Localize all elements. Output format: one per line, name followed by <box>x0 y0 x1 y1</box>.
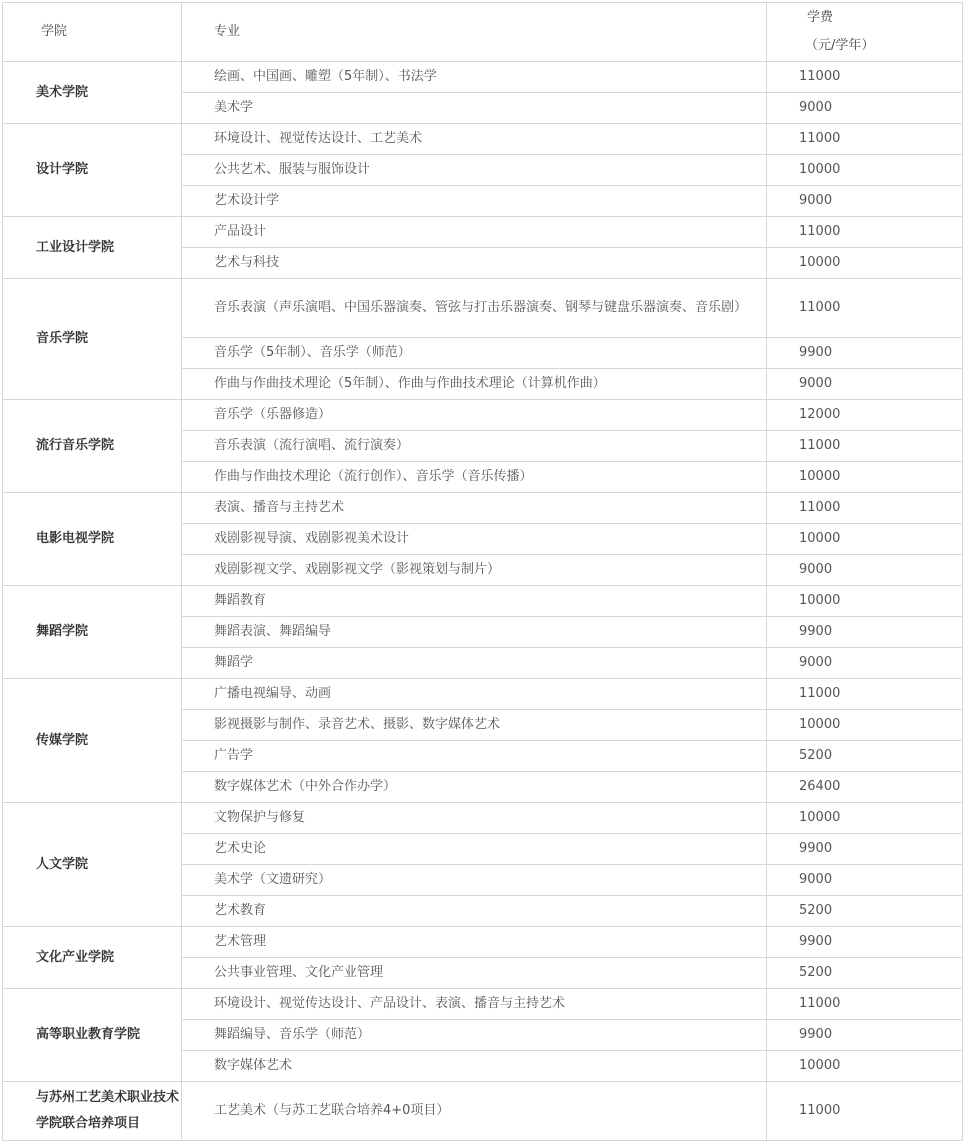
table-row <box>3 400 963 431</box>
major-name: 音乐表演（声乐演唱、中国乐器演奏、管弦与打击乐器演奏、钢琴与键盘乐器演奏、音乐剧） <box>182 279 767 338</box>
major-name: 美术学（文遗研究） <box>182 865 767 896</box>
major-name: 数字媒体艺术（中外合作办学） <box>182 772 767 803</box>
tuition-fee: 11000 <box>767 679 963 710</box>
tuition-fee: 5200 <box>767 958 963 989</box>
major-name: 作曲与作曲技术理论（流行创作）、音乐学（音乐传播） <box>182 462 767 493</box>
major-name: 戏剧影视文学、戏剧影视文学（影视策划与制片） <box>182 555 767 586</box>
major-name: 戏剧影视导演、戏剧影视美术设计 <box>182 524 767 555</box>
tuition-fee: 11000 <box>767 431 963 462</box>
table-row <box>3 279 963 338</box>
major-name: 艺术设计学 <box>182 186 767 217</box>
tuition-fee: 10000 <box>767 462 963 493</box>
table-row <box>3 927 963 958</box>
school-name: 音乐学院 <box>3 279 182 400</box>
header-fee-line2: （元/学年） <box>805 38 875 53</box>
tuition-fee: 12000 <box>767 400 963 431</box>
school-name: 美术学院 <box>3 62 182 124</box>
tuition-fee: 10000 <box>767 1051 963 1082</box>
school-name: 设计学院 <box>3 124 182 217</box>
major-name: 音乐学（5年制）、音乐学（师范） <box>182 338 767 369</box>
tuition-fee: 5200 <box>767 896 963 927</box>
major-name: 工艺美术（与苏工艺联合培养4+0项目） <box>182 1082 767 1141</box>
major-name: 表演、播音与主持艺术 <box>182 493 767 524</box>
major-name: 美术学 <box>182 93 767 124</box>
major-name: 环境设计、视觉传达设计、产品设计、表演、播音与主持艺术 <box>182 989 767 1020</box>
tuition-fee: 10000 <box>767 248 963 279</box>
school-name: 与苏州工艺美术职业技术学院联合培养项目 <box>3 1082 182 1141</box>
tuition-fee: 5200 <box>767 741 963 772</box>
tuition-fee: 10000 <box>767 710 963 741</box>
table-row <box>3 124 963 155</box>
table-row <box>3 803 963 834</box>
table-row <box>3 586 963 617</box>
tuition-fee: 9000 <box>767 93 963 124</box>
major-name: 音乐学（乐器修造） <box>182 400 767 431</box>
school-name: 流行音乐学院 <box>3 400 182 493</box>
major-name: 艺术与科技 <box>182 248 767 279</box>
header-major: 专业 <box>182 3 767 62</box>
table-row <box>3 217 963 248</box>
header-school: 学院 <box>3 3 182 62</box>
table-body <box>3 62 963 1141</box>
major-name: 舞蹈编导、音乐学（师范） <box>182 1020 767 1051</box>
major-name: 舞蹈表演、舞蹈编导 <box>182 617 767 648</box>
major-name: 艺术管理 <box>182 927 767 958</box>
tuition-fee: 11000 <box>767 124 963 155</box>
school-name: 电影电视学院 <box>3 493 182 586</box>
major-name: 广播电视编导、动画 <box>182 679 767 710</box>
major-name: 影视摄影与制作、录音艺术、摄影、数字媒体艺术 <box>182 710 767 741</box>
tuition-fee: 9900 <box>767 834 963 865</box>
tuition-fee: 11000 <box>767 62 963 93</box>
major-name: 数字媒体艺术 <box>182 1051 767 1082</box>
tuition-fee: 9900 <box>767 1020 963 1051</box>
table-row <box>3 989 963 1020</box>
tuition-fee: 9000 <box>767 648 963 679</box>
table-row <box>3 493 963 524</box>
header-fee <box>767 3 963 62</box>
tuition-fee: 11000 <box>767 1082 963 1141</box>
tuition-fee: 11000 <box>767 279 963 338</box>
tuition-fee: 11000 <box>767 989 963 1020</box>
school-name: 工业设计学院 <box>3 217 182 279</box>
table-row <box>3 679 963 710</box>
school-name: 传媒学院 <box>3 679 182 803</box>
tuition-fee: 9000 <box>767 369 963 400</box>
school-name: 文化产业学院 <box>3 927 182 989</box>
tuition-fee: 10000 <box>767 155 963 186</box>
major-name: 舞蹈教育 <box>182 586 767 617</box>
major-name: 公共事业管理、文化产业管理 <box>182 958 767 989</box>
tuition-fee: 26400 <box>767 772 963 803</box>
header-fee-line1: 学费 <box>807 10 834 25</box>
school-name: 舞蹈学院 <box>3 586 182 679</box>
school-name: 人文学院 <box>3 803 182 927</box>
major-name: 广告学 <box>182 741 767 772</box>
tuition-fee: 11000 <box>767 493 963 524</box>
tuition-fee: 11000 <box>767 217 963 248</box>
major-name: 音乐表演（流行演唱、流行演奏） <box>182 431 767 462</box>
major-name: 舞蹈学 <box>182 648 767 679</box>
tuition-fee: 9900 <box>767 338 963 369</box>
tuition-fee: 9900 <box>767 927 963 958</box>
tuition-fee: 9000 <box>767 555 963 586</box>
tuition-table <box>2 2 963 1141</box>
table-row <box>3 62 963 93</box>
tuition-fee: 9000 <box>767 186 963 217</box>
tuition-fee: 10000 <box>767 586 963 617</box>
major-name: 环境设计、视觉传达设计、工艺美术 <box>182 124 767 155</box>
major-name: 绘画、中国画、雕塑（5年制）、书法学 <box>182 62 767 93</box>
tuition-fee: 10000 <box>767 803 963 834</box>
major-name: 作曲与作曲技术理论（5年制）、作曲与作曲技术理论（计算机作曲） <box>182 369 767 400</box>
tuition-fee: 9900 <box>767 617 963 648</box>
header-row <box>3 3 963 62</box>
table-row <box>3 1082 963 1141</box>
major-name: 艺术教育 <box>182 896 767 927</box>
major-name: 产品设计 <box>182 217 767 248</box>
school-name: 高等职业教育学院 <box>3 989 182 1082</box>
tuition-fee: 9000 <box>767 865 963 896</box>
major-name: 文物保护与修复 <box>182 803 767 834</box>
tuition-fee: 10000 <box>767 524 963 555</box>
major-name: 艺术史论 <box>182 834 767 865</box>
major-name: 公共艺术、服装与服饰设计 <box>182 155 767 186</box>
